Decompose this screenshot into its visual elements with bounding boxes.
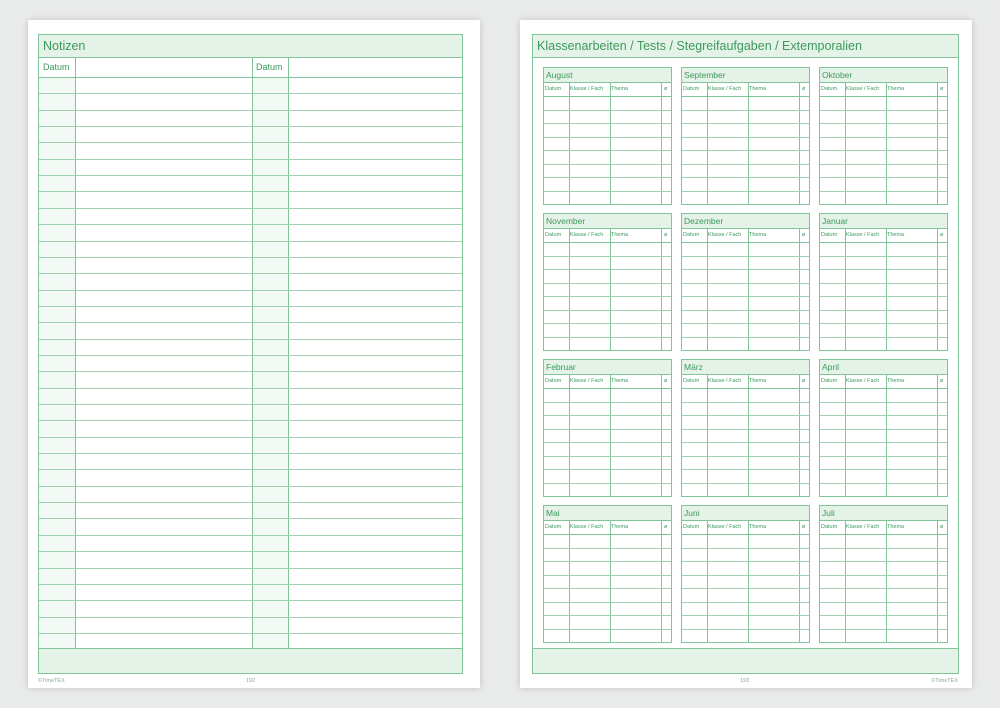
month-row-line xyxy=(544,588,671,589)
month-box xyxy=(543,67,672,205)
column-label-topic: Thema xyxy=(749,378,767,384)
month-column-header xyxy=(820,82,947,97)
month-row-line xyxy=(544,191,671,192)
month-column-divider xyxy=(886,228,887,350)
notes-row-line xyxy=(39,535,462,536)
month-box xyxy=(681,505,810,643)
page-number: 193 xyxy=(740,678,750,684)
month-row-line xyxy=(544,469,671,470)
column-label-date: Datum xyxy=(821,378,838,384)
month-column-divider xyxy=(937,228,938,350)
month-column-divider xyxy=(661,82,662,204)
month-row-line xyxy=(544,164,671,165)
month-row-line xyxy=(544,575,671,576)
month-box xyxy=(819,359,948,497)
column-label-class: Klasse / Fach xyxy=(708,232,742,238)
notes-row-line xyxy=(39,600,462,601)
month-row-line xyxy=(544,629,671,630)
month-row-line xyxy=(820,337,947,338)
column-label-date: Datum xyxy=(821,232,838,238)
month-row-line xyxy=(820,256,947,257)
month-row-line xyxy=(544,561,671,562)
month-column-header xyxy=(820,228,947,243)
column-label-class: Klasse / Fach xyxy=(570,86,604,92)
month-row-line xyxy=(544,548,671,549)
month-row-line xyxy=(820,629,947,630)
month-row-line xyxy=(544,177,671,178)
notes-row-line xyxy=(39,126,462,127)
month-name: August xyxy=(544,68,671,83)
month-row-line xyxy=(544,283,671,284)
notes-title: Notizen xyxy=(39,35,462,58)
month-column-divider xyxy=(799,228,800,350)
month-row-line xyxy=(820,323,947,324)
month-row-line xyxy=(544,150,671,151)
notes-row-line xyxy=(39,437,462,438)
column-label-class: Klasse / Fach xyxy=(846,86,880,92)
month-row-line xyxy=(682,269,809,270)
month-row-line xyxy=(544,483,671,484)
month-row-line xyxy=(544,256,671,257)
column-label-topic: Thema xyxy=(749,86,767,92)
month-column-divider xyxy=(569,374,570,496)
month-row-line xyxy=(682,323,809,324)
tests-frame xyxy=(532,34,959,674)
month-row-line xyxy=(682,296,809,297)
month-row-line xyxy=(682,456,809,457)
month-row-line xyxy=(682,561,809,562)
month-row-line xyxy=(544,310,671,311)
column-label-grade: ø xyxy=(802,378,806,384)
notes-row-line xyxy=(39,420,462,421)
column-label-grade: ø xyxy=(802,524,806,530)
month-column-header xyxy=(682,228,809,243)
month-column-divider xyxy=(661,520,662,642)
month-column-divider xyxy=(569,520,570,642)
month-row-line xyxy=(544,269,671,270)
month-box xyxy=(819,67,948,205)
notes-row-line xyxy=(39,175,462,176)
footer-brand: ©TimeTEX xyxy=(931,678,958,684)
month-column-divider xyxy=(748,520,749,642)
month-row-line xyxy=(682,588,809,589)
month-row-line xyxy=(820,123,947,124)
month-name: Mai xyxy=(544,506,671,521)
month-row-line xyxy=(820,575,947,576)
notes-row-line xyxy=(39,241,462,242)
notes-row-line xyxy=(39,191,462,192)
month-column-divider xyxy=(569,228,570,350)
column-label-date: Datum xyxy=(683,524,700,530)
month-column-divider xyxy=(937,82,938,204)
column-label-class: Klasse / Fach xyxy=(846,378,880,384)
month-row-line xyxy=(682,415,809,416)
month-column-header xyxy=(544,374,671,389)
month-column-divider xyxy=(748,374,749,496)
month-column-divider xyxy=(610,520,611,642)
notes-row-line xyxy=(39,322,462,323)
column-label-date: Datum xyxy=(545,378,562,384)
notes-footer-band xyxy=(39,648,462,673)
column-label-class: Klasse / Fach xyxy=(846,232,880,238)
column-label-grade: ø xyxy=(940,232,944,238)
column-label-grade: ø xyxy=(802,86,806,92)
month-row-line xyxy=(682,310,809,311)
notes-row-line xyxy=(39,371,462,372)
notes-row-line xyxy=(39,404,462,405)
notes-header-row xyxy=(39,57,462,78)
month-row-line xyxy=(682,429,809,430)
month-row-line xyxy=(820,442,947,443)
column-label-topic: Thema xyxy=(887,232,905,238)
month-row-line xyxy=(544,110,671,111)
column-label-date: Datum xyxy=(683,232,700,238)
column-label-class: Klasse / Fach xyxy=(708,524,742,530)
month-column-divider xyxy=(748,228,749,350)
footer-brand: ©TimeTEX xyxy=(38,678,65,684)
column-label-topic: Thema xyxy=(887,524,905,530)
column-label-topic: Thema xyxy=(887,86,905,92)
month-box xyxy=(543,505,672,643)
month-row-line xyxy=(682,483,809,484)
notes-row-line xyxy=(39,257,462,258)
month-row-line xyxy=(544,137,671,138)
month-column-header xyxy=(820,374,947,389)
month-row-line xyxy=(820,483,947,484)
month-column-divider xyxy=(661,374,662,496)
month-row-line xyxy=(820,469,947,470)
month-row-line xyxy=(820,615,947,616)
month-row-line xyxy=(682,402,809,403)
month-row-line xyxy=(682,123,809,124)
month-name: Februar xyxy=(544,360,671,375)
column-label-date: Datum xyxy=(545,86,562,92)
notes-row-line xyxy=(39,518,462,519)
month-row-line xyxy=(682,164,809,165)
month-row-line xyxy=(820,456,947,457)
month-column-divider xyxy=(845,228,846,350)
month-column-header xyxy=(682,520,809,535)
month-name: April xyxy=(820,360,947,375)
month-name: September xyxy=(682,68,809,83)
month-row-line xyxy=(820,110,947,111)
column-label-class: Klasse / Fach xyxy=(570,524,604,530)
month-name: Oktober xyxy=(820,68,947,83)
column-label-topic: Thema xyxy=(611,86,629,92)
month-column-divider xyxy=(937,374,938,496)
month-row-line xyxy=(820,429,947,430)
column-label-date: Datum xyxy=(545,232,562,238)
month-row-line xyxy=(682,283,809,284)
month-row-line xyxy=(544,615,671,616)
month-row-line xyxy=(820,137,947,138)
column-label-class: Klasse / Fach xyxy=(570,232,604,238)
date-column-label-2: Datum xyxy=(256,62,283,72)
month-row-line xyxy=(820,177,947,178)
column-label-class: Klasse / Fach xyxy=(708,378,742,384)
notes-row-line xyxy=(39,273,462,274)
column-label-class: Klasse / Fach xyxy=(570,378,604,384)
notes-row-line xyxy=(39,290,462,291)
month-row-line xyxy=(682,575,809,576)
month-name: Juni xyxy=(682,506,809,521)
month-column-divider xyxy=(569,82,570,204)
month-column-divider xyxy=(845,82,846,204)
month-column-divider xyxy=(610,82,611,204)
month-row-line xyxy=(820,164,947,165)
month-row-line xyxy=(682,469,809,470)
column-label-class: Klasse / Fach xyxy=(708,86,742,92)
month-row-line xyxy=(682,137,809,138)
column-label-date: Datum xyxy=(545,524,562,530)
notes-row-line xyxy=(39,633,462,634)
month-name: Juli xyxy=(820,506,947,521)
month-column-header xyxy=(544,228,671,243)
month-row-line xyxy=(682,191,809,192)
month-row-line xyxy=(820,548,947,549)
notes-row-line xyxy=(39,388,462,389)
column-label-topic: Thema xyxy=(611,232,629,238)
month-row-line xyxy=(820,402,947,403)
notes-row-line xyxy=(39,110,462,111)
month-column-header xyxy=(544,520,671,535)
month-column-divider xyxy=(661,228,662,350)
notes-row-line xyxy=(39,486,462,487)
column-label-date: Datum xyxy=(821,524,838,530)
notes-row-line xyxy=(39,551,462,552)
month-column-divider xyxy=(886,82,887,204)
date-column-label-1: Datum xyxy=(43,62,70,72)
column-label-grade: ø xyxy=(664,86,668,92)
month-row-line xyxy=(544,429,671,430)
month-row-line xyxy=(682,629,809,630)
month-box xyxy=(819,213,948,351)
month-column-divider xyxy=(610,228,611,350)
month-row-line xyxy=(820,296,947,297)
notes-row-line xyxy=(39,453,462,454)
notes-row-line xyxy=(39,355,462,356)
column-label-grade: ø xyxy=(664,378,668,384)
month-name: Dezember xyxy=(682,214,809,229)
column-label-topic: Thema xyxy=(749,232,767,238)
notes-frame xyxy=(38,34,463,674)
month-row-line xyxy=(682,110,809,111)
notes-row-line xyxy=(39,584,462,585)
month-row-line xyxy=(820,269,947,270)
month-name: März xyxy=(682,360,809,375)
column-label-grade: ø xyxy=(940,378,944,384)
month-row-line xyxy=(544,442,671,443)
month-name: November xyxy=(544,214,671,229)
month-row-line xyxy=(682,177,809,178)
month-column-divider xyxy=(707,520,708,642)
month-column-divider xyxy=(845,520,846,642)
notes-row-line xyxy=(39,469,462,470)
column-label-grade: ø xyxy=(940,86,944,92)
month-column-divider xyxy=(886,520,887,642)
month-column-divider xyxy=(707,374,708,496)
month-row-line xyxy=(682,615,809,616)
notes-row-line xyxy=(39,208,462,209)
month-column-divider xyxy=(707,228,708,350)
month-row-line xyxy=(544,402,671,403)
month-row-line xyxy=(820,588,947,589)
notes-row-line xyxy=(39,224,462,225)
month-box xyxy=(681,359,810,497)
month-box xyxy=(681,213,810,351)
month-row-line xyxy=(544,323,671,324)
column-label-topic: Thema xyxy=(611,524,629,530)
month-column-divider xyxy=(748,82,749,204)
month-column-header xyxy=(682,82,809,97)
month-row-line xyxy=(820,415,947,416)
month-column-divider xyxy=(799,374,800,496)
month-row-line xyxy=(820,283,947,284)
month-row-line xyxy=(820,561,947,562)
month-row-line xyxy=(544,602,671,603)
month-row-line xyxy=(682,150,809,151)
month-row-line xyxy=(682,337,809,338)
column-label-grade: ø xyxy=(664,524,668,530)
month-column-divider xyxy=(707,82,708,204)
notes-lines xyxy=(39,77,462,649)
month-box xyxy=(819,505,948,643)
month-column-divider xyxy=(845,374,846,496)
month-column-divider xyxy=(886,374,887,496)
month-row-line xyxy=(544,415,671,416)
column-label-topic: Thema xyxy=(749,524,767,530)
notes-row-line xyxy=(39,617,462,618)
month-column-divider xyxy=(610,374,611,496)
left-page xyxy=(28,20,480,688)
month-box xyxy=(681,67,810,205)
month-name: Januar xyxy=(820,214,947,229)
column-label-topic: Thema xyxy=(887,378,905,384)
month-row-line xyxy=(544,456,671,457)
month-row-line xyxy=(544,296,671,297)
month-column-header xyxy=(820,520,947,535)
column-label-grade: ø xyxy=(802,232,806,238)
right-page xyxy=(520,20,972,688)
month-box xyxy=(543,359,672,497)
notes-row-line xyxy=(39,502,462,503)
month-box xyxy=(543,213,672,351)
month-row-line xyxy=(682,548,809,549)
notes-row-line xyxy=(39,568,462,569)
month-column-divider xyxy=(799,82,800,204)
month-row-line xyxy=(544,337,671,338)
notes-row-line xyxy=(39,142,462,143)
month-row-line xyxy=(820,310,947,311)
column-label-class: Klasse / Fach xyxy=(846,524,880,530)
month-column-header xyxy=(544,82,671,97)
month-row-line xyxy=(820,150,947,151)
month-row-line xyxy=(820,191,947,192)
column-label-date: Datum xyxy=(683,378,700,384)
month-column-divider xyxy=(799,520,800,642)
page-number: 192 xyxy=(246,678,256,684)
month-row-line xyxy=(820,602,947,603)
month-column-header xyxy=(682,374,809,389)
notes-row-line xyxy=(39,306,462,307)
column-label-grade: ø xyxy=(664,232,668,238)
column-label-grade: ø xyxy=(940,524,944,530)
column-label-topic: Thema xyxy=(611,378,629,384)
tests-title: Klassenarbeiten / Tests / Stegreifaufgaben / Extemporalien xyxy=(533,35,958,58)
month-row-line xyxy=(682,442,809,443)
notes-row-line xyxy=(39,159,462,160)
month-row-line xyxy=(544,123,671,124)
notes-row-line xyxy=(39,93,462,94)
month-row-line xyxy=(682,602,809,603)
column-label-date: Datum xyxy=(821,86,838,92)
column-label-date: Datum xyxy=(683,86,700,92)
month-row-line xyxy=(682,256,809,257)
tests-footer-band xyxy=(533,648,958,673)
notes-row-line xyxy=(39,339,462,340)
month-column-divider xyxy=(937,520,938,642)
